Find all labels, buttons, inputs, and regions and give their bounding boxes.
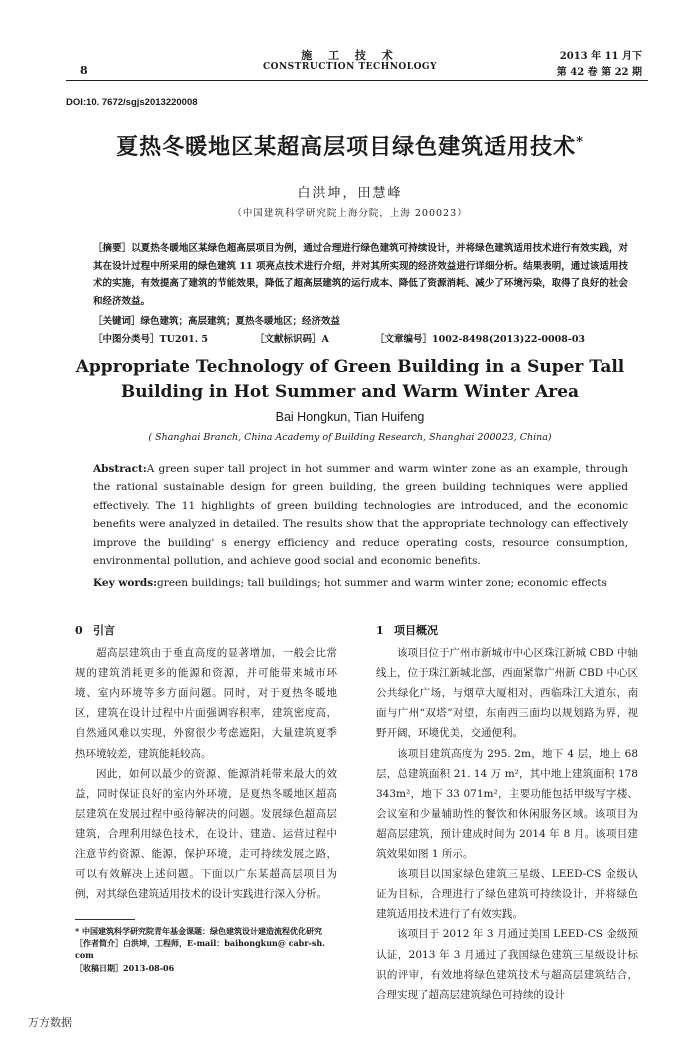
section-0-paragraph: 因此，如何以最少的资源、能源消耗带来最大的效益，同时保证良好的室内外环境，是夏热冬暖地区超高层建筑在发展过程中亟待解决的问题。发展绿色超高层建筑，合理利用绿色技术，在设计、建造、运营过程中注意节约资源、能源，保护环境，走可持续发展之路，可以有效解决上述问题。下面以广东某超高层项目为例，对其绿色建筑适用技术的设计实践进行深入分析。 xyxy=(75,767,337,901)
section-1-paragraph: 该项目于 2012 年 3 月通过美国 LEED-CS 金级预认证，2013 年 3 月通过了我国绿色建筑三星级设计标识的评审，有效地将绿色建筑技术与超高层建筑结合，合理实现了超高层建筑绿色可持续的设计 xyxy=(376,928,638,1001)
section-1-paragraph: 该项目建筑高度为 295. 2m，地下 4 层，地上 68 层，总建筑面积 21. 14 万 m²，其中地上建筑面积 178 343m²，地下 33 071m²，主要功能包括甲级写字楼、会议室和少量辅助性的餐饮和休闲服务区域。该项目为超高层建筑，预计建成时间为 2014 年 8 月。该项目建筑效果如图 1 所示。 xyxy=(376,747,638,861)
issue-volume: 第 42 卷 第 22 期 xyxy=(556,67,642,78)
journal-name-en: CONSTRUCTION TECHNOLOGY xyxy=(262,62,438,72)
page-number: 8 xyxy=(80,64,88,77)
keywords-cn-label: ［关键词］ xyxy=(93,316,141,327)
keywords-en-label: Key words: xyxy=(93,577,158,589)
affiliation-cn: （中国建筑科学研究院上海分院，上海 200023） xyxy=(232,208,468,219)
article-no-value: 1002-8498(2013)22-0008-03 xyxy=(432,334,586,345)
title-cn-text: 夏热冬暖地区某超高层项目绿色建筑适用技术 xyxy=(116,134,577,160)
abstract-en xyxy=(93,460,628,570)
affiliation-en: ( Shanghai Branch, China Academy of Building Research, Shanghai 200023, China) xyxy=(148,432,552,443)
clc-value: TU201. 5 xyxy=(159,334,208,345)
section-1-heading xyxy=(376,621,638,641)
column-right xyxy=(376,621,638,1005)
section-1-paragraph: 该项目位于广州市新城市中心区珠江新城 CBD 中轴线上，位于珠江新城北部，西面紧靠广州新 CBD 中心区公共绿化广场，与烟草大厦相对，西临珠江大道东，南面与广州“双塔”对望，东南西三面均以规划路为界，视野开阔，环境优美，交通便利。 xyxy=(376,647,638,740)
column-left xyxy=(75,621,337,904)
abstract-en-text: A green super tall project in hot summer and warm winter zone as an example, through the rational sustainable design for green building, the green building techniques were applied effectively. The 11 highlights of green building technologies are introduced, and the economic benefits were analyzed in detailed. The results show that the appropriate technology can effectively improve the building' s energy efficiency and reduce operating costs, resource consumption, environmental pollution, and achieve good social and economic benefits. xyxy=(93,463,628,568)
watermark: 万方数据 xyxy=(28,1017,72,1029)
footnote-received: ［收稿日期］2013-08-06 xyxy=(75,962,175,973)
title-cn xyxy=(0,130,700,161)
article-number xyxy=(375,331,585,345)
abstract-cn xyxy=(93,240,628,310)
section-0-title: 引言 xyxy=(93,624,115,637)
keywords-cn xyxy=(93,313,628,327)
title-en-line-1: Appropriate Technology of Green Building in a Super Tall xyxy=(75,357,625,377)
section-0-paragraph: 超高层建筑由于垂直高度的显著增加，一般会比常规的建筑消耗更多的能源和资源，并可能带来城市环境、室内环境等多方面问题。同时，对于夏热冬暖地区，建筑在设计过程中片面强调容积率，建筑密度高，自然通风难以实现，外窗很少考虑遮阳，大量建筑夏季热环境较差，建筑能耗较高。 xyxy=(75,647,337,760)
keywords-en-text: green buildings; tall buildings; hot summer and warm winter zone; economic effects xyxy=(157,577,607,589)
abstract-cn-text: 以夏热冬暖地区某绿色超高层项目为例，通过合理进行绿色建筑可持续设计，并将绿色建筑适用技术进行有效实践，对其在设计过程中所采用的绿色建筑 11 项亮点技术进行介绍，并对其所实现的经济效益进行详细分析。结果表明，通过该适用技术的实施，有效提高了建筑的节能效果，降低了超高层建筑的运行成本、降低了资源消耗、减少了环境污染，取得了良好的社会和经济效益。 xyxy=(93,243,628,307)
section-1-number: 1 xyxy=(376,624,384,637)
keywords-cn-text: 绿色建筑；高层建筑；夏热冬暖地区；经济效益 xyxy=(140,316,341,327)
footnote-fund: * 中国建筑科学研究院青年基金课题：绿色建筑设计建造流程优化研究 xyxy=(75,926,322,936)
title-en xyxy=(0,355,700,405)
keywords-en xyxy=(93,577,628,589)
title-footnote-marker: * xyxy=(576,134,584,150)
journal-name-cn: 施 工 技 术 xyxy=(301,49,399,62)
footnote-divider xyxy=(75,919,135,920)
footnote-author: ［作者简介］白洪坤，工程师，E-mail：baihongkun@ cabr-sh. com xyxy=(75,938,325,961)
article-no-label: ［文章编号］ xyxy=(375,334,433,345)
doc-code-label: ［文献标识码］ xyxy=(255,334,322,345)
doi: DOI:10. 7672/sgjs2013220008 xyxy=(66,97,198,108)
abstract-cn-label: ［摘要］ xyxy=(93,243,132,254)
section-1-paragraph: 该项目以国家绿色建筑三星级、LEED-CS 金级认证为目标，合理进行了绿色建筑可持续设计，并将绿色建筑适用技术进行了有效实践。 xyxy=(376,868,638,921)
section-1-title: 项目概况 xyxy=(394,624,438,637)
clc-label: ［中图分类号］ xyxy=(93,334,160,345)
footnotes xyxy=(75,925,345,974)
authors-cn: 白洪坤，田慧峰 xyxy=(297,186,403,201)
abstract-en-label: Abstract: xyxy=(93,463,147,475)
clc-code xyxy=(93,331,208,345)
section-0-number: 0 xyxy=(75,624,83,637)
title-en-line-2: Building in Hot Summer and Warm Winter Area xyxy=(120,382,580,402)
doc-code-value: A xyxy=(321,334,329,345)
header-divider xyxy=(66,80,648,81)
issue-date: 2013 年 11 月下 xyxy=(559,51,642,62)
authors-en: Bai Hongkun, Tian Huifeng xyxy=(275,410,425,424)
document-code xyxy=(255,331,329,345)
section-0-heading xyxy=(75,621,337,641)
